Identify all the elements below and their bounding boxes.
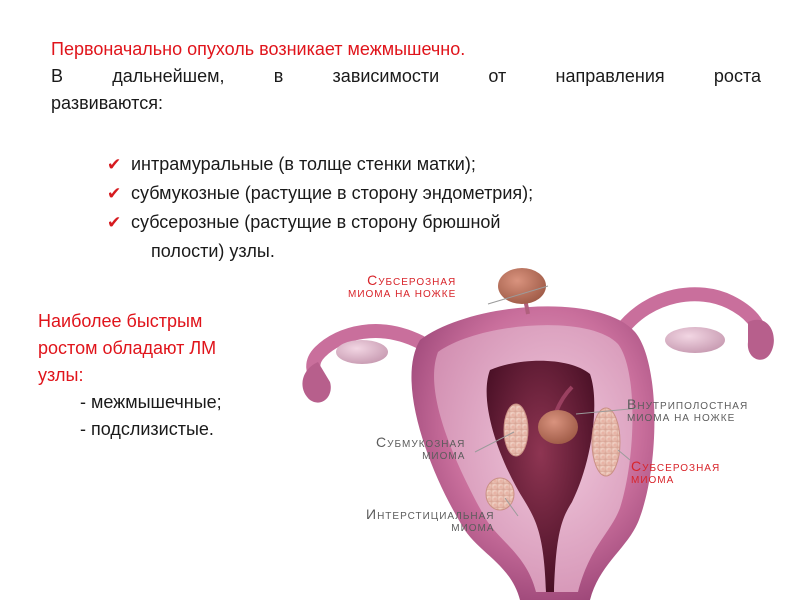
intro-line-3: развиваются: xyxy=(51,93,163,113)
checkmark-icon: ✔ xyxy=(107,213,122,232)
right-ovary xyxy=(665,327,725,353)
label-interstitial: ИНТЕРСТИЦИАЛЬНАЯ МИОМА xyxy=(366,506,495,534)
growth-line-2: ростом обладают ЛМ xyxy=(38,338,217,358)
growth-items xyxy=(80,389,222,443)
growth-note xyxy=(38,308,328,389)
list-item-text: интрамуральные (в толще стенки матки); xyxy=(131,154,476,174)
label-submucous: СУБМУКОЗНАЯ МИОМА xyxy=(376,434,466,462)
growth-item-intramuscular: - межмышечные; xyxy=(80,392,222,412)
intro-line-1: Первоначально опухоль возникает межмышечно. xyxy=(51,39,466,59)
growth-item-submucous: - подслизистые. xyxy=(80,419,214,439)
left-tube xyxy=(302,331,420,402)
left-ovary xyxy=(336,340,388,364)
checkmark-icon: ✔ xyxy=(107,155,122,174)
list-item-continuation: полости) узлы. xyxy=(151,241,275,261)
checkmark-icon: ✔ xyxy=(107,184,122,203)
subserous-node xyxy=(592,408,620,476)
growth-line-1: Наиболее быстрым xyxy=(38,311,203,331)
uterus-illustration xyxy=(300,262,780,600)
label-subserous-pedunculated: СУБСЕРОЗНАЯ МИОМА НА НОЖКЕ xyxy=(348,272,457,300)
label-subserous: СУБСЕРОЗНАЯ МИОМА xyxy=(631,458,721,486)
list-item-submucous xyxy=(107,179,747,208)
submucous-node xyxy=(504,404,528,456)
list-item-subserous xyxy=(107,208,747,237)
intro-line-2: В дальнейшем, в зависимости от направления роста xyxy=(51,66,761,86)
node-types-list xyxy=(107,150,747,265)
list-item-text: субмукозные (растущие в сторону эндометрия); xyxy=(131,183,534,203)
list-item-intramural xyxy=(107,150,747,179)
intro-text xyxy=(51,36,761,117)
growth-line-3: узлы: xyxy=(38,365,84,385)
list-item-text: субсерозные (растущие в сторону брюшной xyxy=(131,212,501,232)
label-intracavitary-pedunculated: ВНУТРИПОЛОСТНАЯ МИОМА НА НОЖКЕ xyxy=(627,396,749,424)
